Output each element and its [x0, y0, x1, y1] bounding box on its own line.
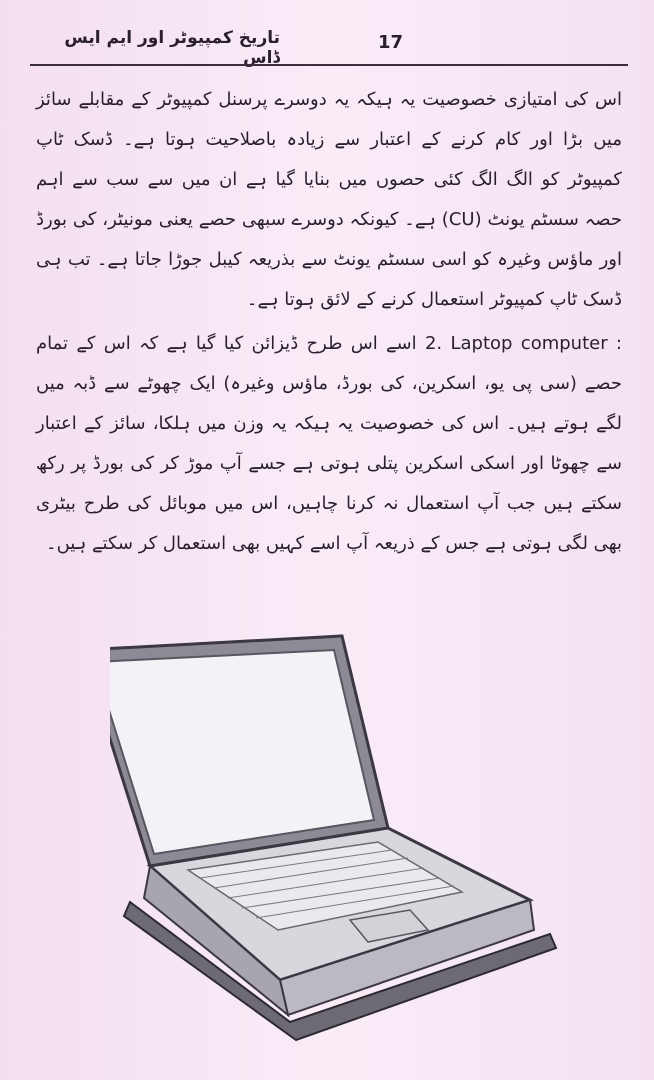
item-number: 2.: [424, 333, 443, 354]
paragraph-laptop: [36, 324, 622, 564]
paragraph-desktop: اس کی امتیازی خصوصیت یہ ہیکہ یہ دوسرے پرسنل کمپیوٹر کے مقابلے سائز میں بڑا اور کام کرنے کے اعتبار سے زیادہ باصلاحیت ہوتا ہے۔ ڈسک ٹاپ کمپیوٹر کو الگ الگ کئی حصوں میں بنایا گیا ہے ان میں سے سب سے اہم حصہ سسٹم یونٹ (CU) ہے۔ کیونکہ دوسرے سبھی حصے یعنی مونیٹر، کی بورڈ اور ماؤس وغیرہ کو اسی سسٹم یونٹ سے بذریعہ کیبل جوڑا جاتا ہے۔ تب ہی ڈسک ٹاپ کمپیوٹر استعمال کرنے کے لائق ہوتا ہے۔: [36, 89, 623, 310]
body-text: [36, 80, 622, 568]
laptop-description: اسے اس طرح ڈیزائن کیا گیا ہے کہ اس کے تمام حصے (سی پی یو، اسکرین، کی بورڈ، ماؤس وغیرہ) ایک چھوٹے سے ڈبہ میں لگے ہوتے ہیں۔ اس کی خصوصیت یہ ہیکہ یہ وزن میں ہلکا، سائز کے اعتبار سے چھوٹا اور اسکی اسکرین پتلی ہوتی ہے جسے آپ موڑ کر کی بورڈ پر رکھ سکتے ہیں جب آپ استعمال نہ کرنا چاہیں، اس میں موبائل کی طرح بیٹری بھی لگی ہوتی ہے جس کے ذریعہ آپ اسے کہیں بھی استعمال کر سکتے ہیں۔: [36, 333, 622, 554]
header-title: تاریخ کمپیوٹر اور ایم ایس ڈاس: [64, 28, 280, 68]
laptop-screen: [110, 650, 374, 854]
page-header: [60, 28, 630, 68]
page-number: 17: [378, 32, 404, 53]
item-title: Laptop computer :: [450, 333, 622, 354]
header-rule: [30, 64, 628, 66]
laptop-illustration-icon: [110, 630, 570, 1050]
